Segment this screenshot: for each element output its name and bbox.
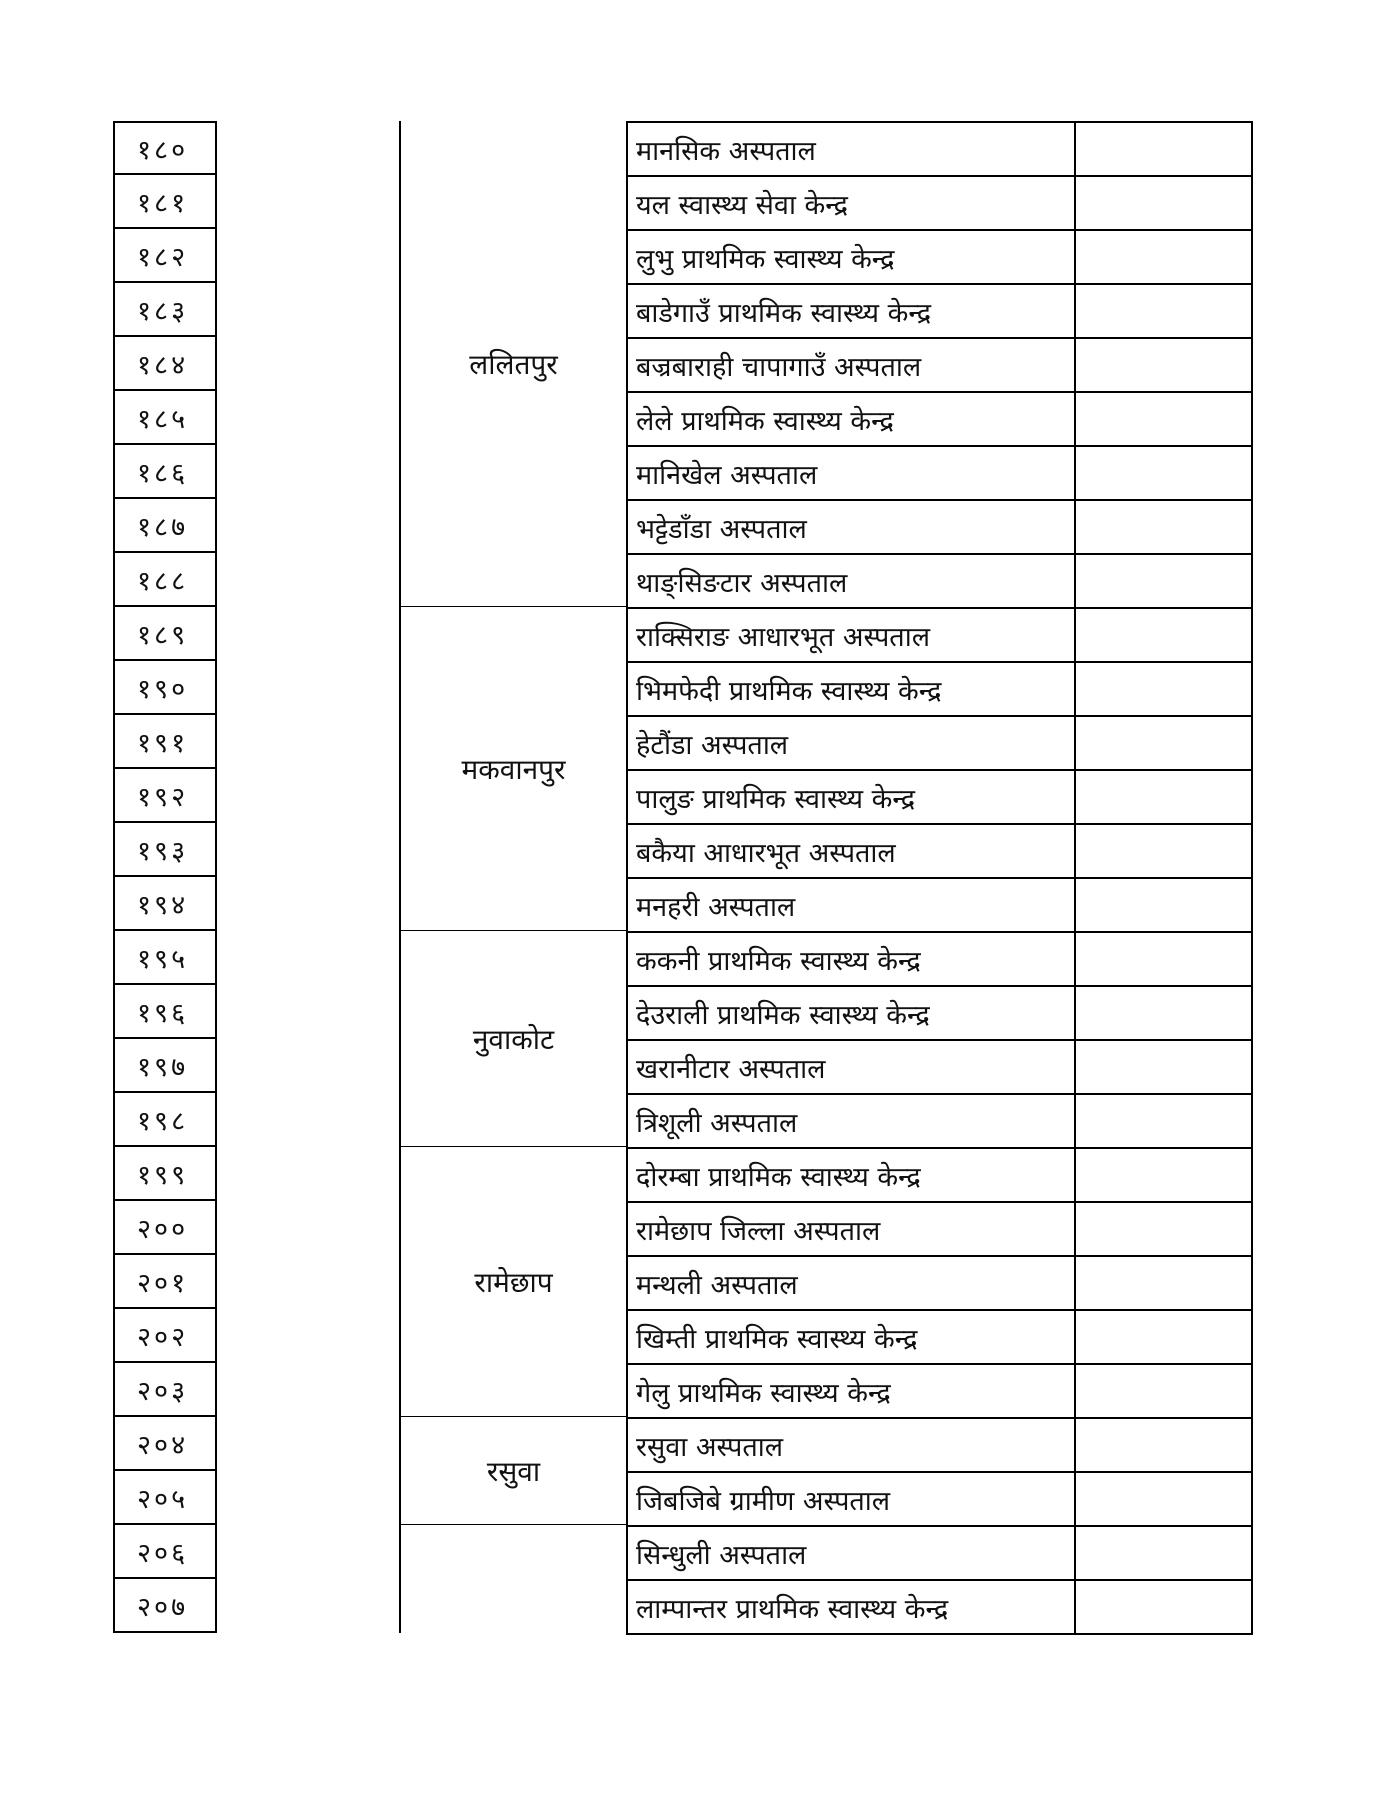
serial-number-cell: १८२: [113, 229, 217, 283]
blank-cell: [1075, 1526, 1252, 1580]
table-row: [627, 608, 1252, 662]
hospital-name-cell: यल स्वास्थ्य सेवा केन्द्र: [627, 176, 1075, 230]
serial-number-cell: २०३: [113, 1363, 217, 1417]
table-row: [627, 1310, 1252, 1364]
district-group: [399, 1525, 626, 1633]
table-row: [627, 500, 1252, 554]
serial-number-cell: १९५: [113, 931, 217, 985]
table-row: [627, 716, 1252, 770]
blank-cell: [1075, 1148, 1252, 1202]
serial-number-cell: १८५: [113, 391, 217, 445]
blank-cell: [1075, 662, 1252, 716]
table-row: [627, 1256, 1252, 1310]
district-group: [399, 607, 626, 931]
hospital-name-cell: मनहरी अस्पताल: [627, 878, 1075, 932]
hospital-name-cell: बाडेगाउँ प्राथमिक स्वास्थ्य केन्द्र: [627, 284, 1075, 338]
blank-cell: [1075, 1418, 1252, 1472]
blank-cell: [1075, 500, 1252, 554]
table-row: [627, 1094, 1252, 1148]
serial-number-cell: १९४: [113, 877, 217, 931]
hospital-name-cell: भिमफेदी प्राथमिक स्वास्थ्य केन्द्र: [627, 662, 1075, 716]
serial-number-cell: १८६: [113, 445, 217, 499]
hospital-name-cell: मन्थली अस्पताल: [627, 1256, 1075, 1310]
serial-number-cell: १९०: [113, 661, 217, 715]
table-row: [627, 770, 1252, 824]
table-row: [627, 1472, 1252, 1526]
district-group: [399, 1147, 626, 1417]
hospital-name-cell: हेटौंडा अस्पताल: [627, 716, 1075, 770]
hospital-name-cell: देउराली प्राथमिक स्वास्थ्य केन्द्र: [627, 986, 1075, 1040]
hospital-name-cell: लेले प्राथमिक स्वास्थ्य केन्द्र: [627, 392, 1075, 446]
table-row: [627, 1040, 1252, 1094]
hospital-name-cell: लुभु प्राथमिक स्वास्थ्य केन्द्र: [627, 230, 1075, 284]
blank-cell: [1075, 1580, 1252, 1634]
blank-cell: [1075, 284, 1252, 338]
serial-number-cell: १८९: [113, 607, 217, 661]
table-row: [627, 122, 1252, 176]
serial-number-cell: २००: [113, 1201, 217, 1255]
blank-cell: [1075, 1094, 1252, 1148]
blank-cell: [1075, 230, 1252, 284]
table-row: [627, 1418, 1252, 1472]
serial-number-cell: २०७: [113, 1579, 217, 1633]
district-column: [399, 121, 626, 1633]
serial-number-cell: २०६: [113, 1525, 217, 1579]
district-group: [399, 121, 626, 607]
district-group: [399, 1417, 626, 1525]
blank-cell: [1075, 986, 1252, 1040]
serial-number-cell: २०२: [113, 1309, 217, 1363]
blank-cell: [1075, 1472, 1252, 1526]
table-row: [627, 1202, 1252, 1256]
serial-number-cell: २०१: [113, 1255, 217, 1309]
serial-number-cell: १८०: [113, 121, 217, 175]
hospital-name-cell: राक्सिराङ आधारभूत अस्पताल: [627, 608, 1075, 662]
table-row: [627, 284, 1252, 338]
hospital-name-cell: खिम्ती प्राथमिक स्वास्थ्य केन्द्र: [627, 1310, 1075, 1364]
table-row: [627, 932, 1252, 986]
district-group: [399, 931, 626, 1147]
blank-cell: [1075, 1202, 1252, 1256]
hospital-name-cell: जिबजिबे ग्रामीण अस्पताल: [627, 1472, 1075, 1526]
table-row: [627, 338, 1252, 392]
hospital-name-cell: त्रिशूली अस्पताल: [627, 1094, 1075, 1148]
blank-cell: [1075, 392, 1252, 446]
table-row: [627, 1580, 1252, 1634]
serial-number-cell: २०५: [113, 1471, 217, 1525]
serial-number-column: [113, 121, 217, 1633]
serial-number-cell: १८१: [113, 175, 217, 229]
blank-cell: [1075, 878, 1252, 932]
serial-number-cell: १९३: [113, 823, 217, 877]
table-row: [627, 176, 1252, 230]
blank-cell: [1075, 446, 1252, 500]
table-row: [627, 878, 1252, 932]
blank-cell: [1075, 770, 1252, 824]
blank-cell: [1075, 608, 1252, 662]
hospital-name-cell: खरानीटार अस्पताल: [627, 1040, 1075, 1094]
table-row: [627, 230, 1252, 284]
hospital-name-cell: पालुङ प्राथमिक स्वास्थ्य केन्द्र: [627, 770, 1075, 824]
hospital-name-cell: रसुवा अस्पताल: [627, 1418, 1075, 1472]
hospital-name-cell: दोरम्बा प्राथमिक स्वास्थ्य केन्द्र: [627, 1148, 1075, 1202]
blank-cell: [1075, 338, 1252, 392]
blank-cell: [1075, 122, 1252, 176]
serial-number-cell: १९१: [113, 715, 217, 769]
hospital-name-cell: मानिखेल अस्पताल: [627, 446, 1075, 500]
hospital-name-cell: ककनी प्राथमिक स्वास्थ्य केन्द्र: [627, 932, 1075, 986]
serial-number-cell: १९२: [113, 769, 217, 823]
hospital-name-cell: भट्टेडाँडा अस्पताल: [627, 500, 1075, 554]
table-row: [627, 554, 1252, 608]
hospital-name-cell: रामेछाप जिल्ला अस्पताल: [627, 1202, 1075, 1256]
blank-cell: [1075, 176, 1252, 230]
district-name: रसुवा: [486, 1454, 541, 1488]
blank-cell: [1075, 1364, 1252, 1418]
hospital-name-cell: गेलु प्राथमिक स्वास्थ्य केन्द्र: [627, 1364, 1075, 1418]
blank-cell: [1075, 554, 1252, 608]
district-name: रामेछाप: [474, 1265, 553, 1299]
serial-number-cell: १९७: [113, 1039, 217, 1093]
district-name: ललितपुर: [469, 347, 558, 381]
serial-number-cell: १८४: [113, 337, 217, 391]
table-row: [627, 1526, 1252, 1580]
hospital-name-cell: मानसिक अस्पताल: [627, 122, 1075, 176]
table-row: [627, 446, 1252, 500]
serial-number-cell: १९६: [113, 985, 217, 1039]
hospital-table: [626, 121, 1253, 1635]
blank-cell: [1075, 1256, 1252, 1310]
serial-number-cell: १९९: [113, 1147, 217, 1201]
district-name: नुवाकोट: [472, 1022, 555, 1056]
blank-cell: [1075, 1040, 1252, 1094]
hospital-name-cell: लाम्पान्तर प्राथमिक स्वास्थ्य केन्द्र: [627, 1580, 1075, 1634]
table-row: [627, 1148, 1252, 1202]
table-row: [627, 662, 1252, 716]
table-row: [627, 986, 1252, 1040]
serial-number-cell: १८८: [113, 553, 217, 607]
hospital-name-cell: बज्रबाराही चापागाउँ अस्पताल: [627, 338, 1075, 392]
hospital-name-cell: सिन्धुली अस्पताल: [627, 1526, 1075, 1580]
serial-number-cell: १९८: [113, 1093, 217, 1147]
blank-cell: [1075, 716, 1252, 770]
table-row: [627, 824, 1252, 878]
blank-cell: [1075, 932, 1252, 986]
district-name: मकवानपुर: [461, 752, 566, 786]
serial-number-cell: २०४: [113, 1417, 217, 1471]
serial-number-cell: १८३: [113, 283, 217, 337]
blank-cell: [1075, 1310, 1252, 1364]
blank-cell: [1075, 824, 1252, 878]
hospital-name-cell: बकैया आधारभूत अस्पताल: [627, 824, 1075, 878]
hospital-name-cell: थाङ्सिङटार अस्पताल: [627, 554, 1075, 608]
serial-number-cell: १८७: [113, 499, 217, 553]
table-row: [627, 1364, 1252, 1418]
table-row: [627, 392, 1252, 446]
